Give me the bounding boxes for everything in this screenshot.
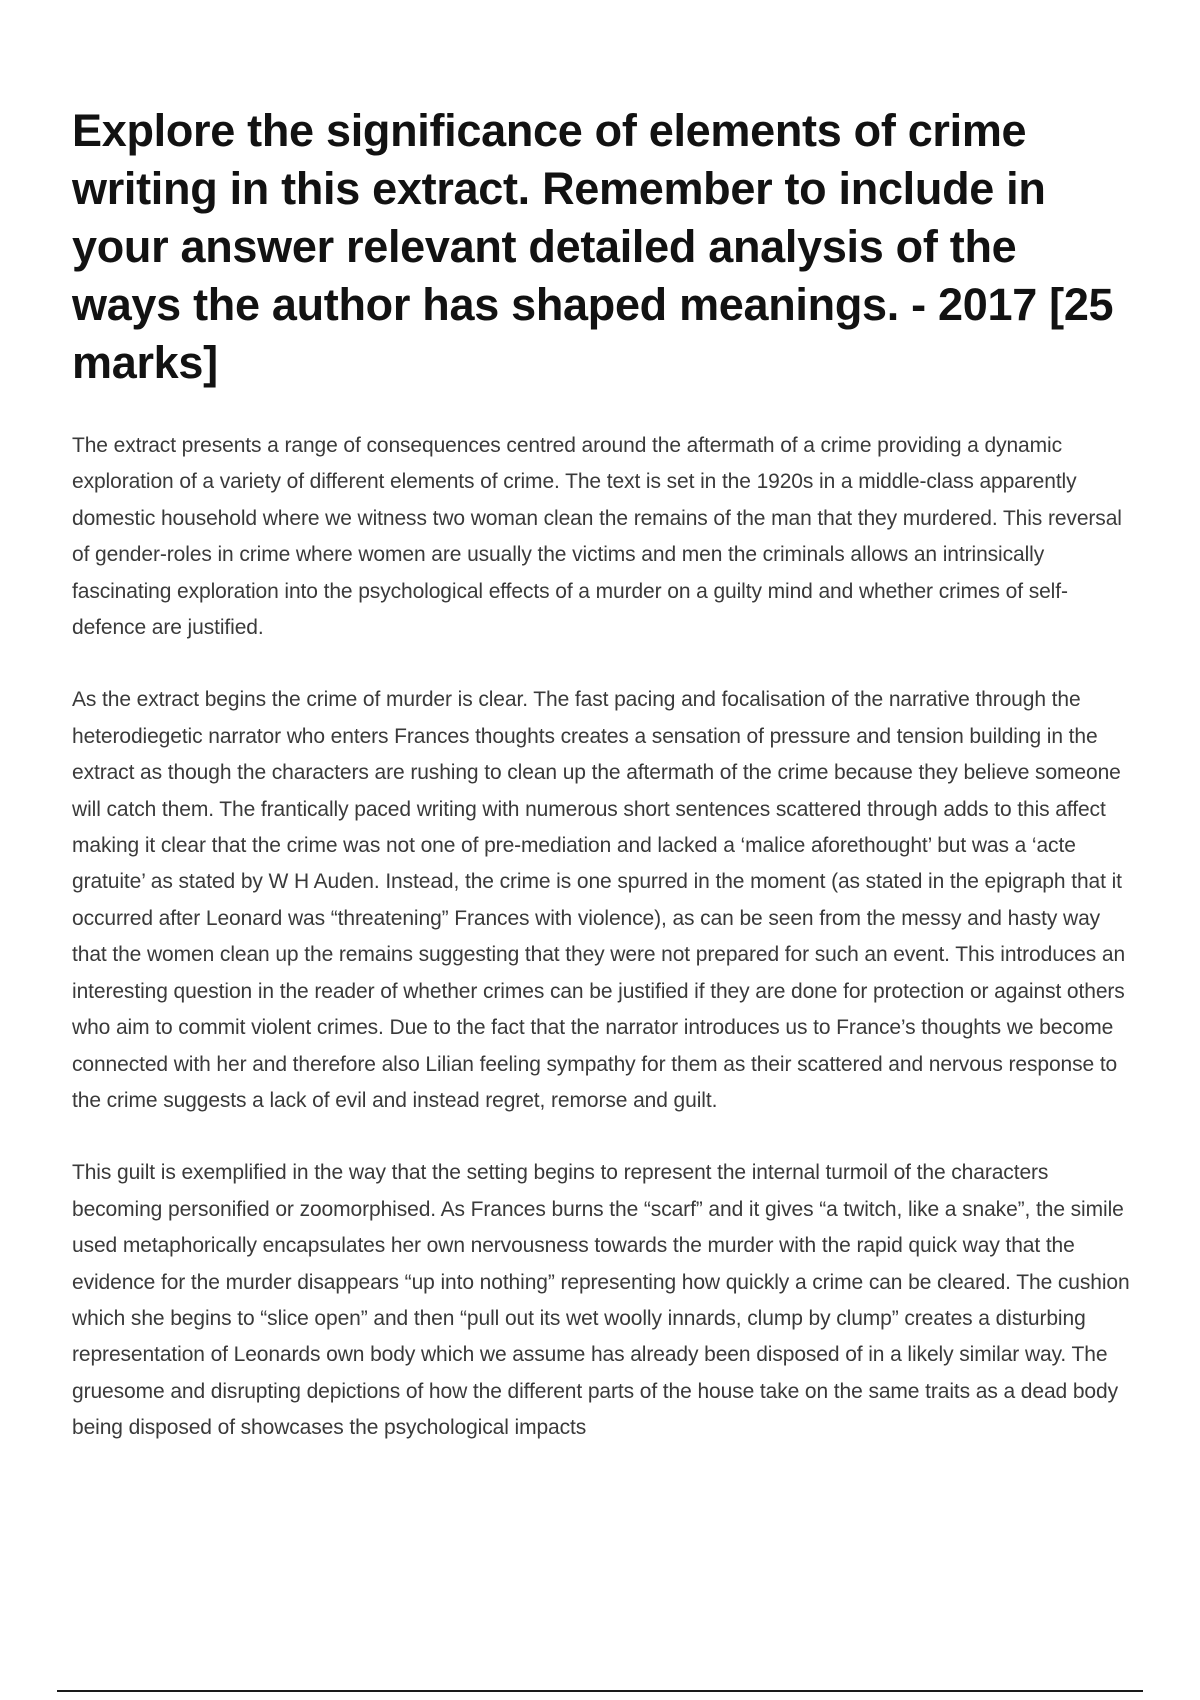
document-page [72, 102, 1134, 1483]
essay-question-title: Explore the significance of elements of crime writing in this extract. Remember to include in your answer relevant detailed analysis of the ways the author has shaped meanings. - 2017 [25 marks] [72, 105, 1114, 388]
paragraph-crime-analysis: As the extract begins the crime of murder is clear. The fast pacing and focalisation of the narrative through the heterodiegetic narrator who enters Frances thoughts creates a sensation of pressure and tension building in the extract as though the characters are rushing to clean up the aftermath of the crime because they believe someone will catch them. The frantically paced writing with numerous short sentences scattered through adds to this affect making it clear that the crime was not one of pre-mediation and lacked a ‘malice aforethought’ but was a ‘acte gratuite’ as stated by W H Auden. Instead, the crime is one spurred in the moment (as stated in the epigraph that it occurred after Leonard was “threatening” Frances with violence), as can be seen from the messy and hasty way that the women clean up the remains suggesting that they were not prepared for such an event. This introduces an interesting question in the reader of whether crimes can be justified if they are done for protection or against others who aim to commit violent crimes. Due to the fact that the narrator introduces us to France’s thoughts we become connected with her and therefore also Lilian feeling sympathy for them as their scattered and nervous response to the crime suggests a lack of evil and instead regret, remorse and guilt. [72, 688, 1126, 1112]
paragraph-intro: The extract presents a range of consequences centred around the aftermath of a crime providing a dynamic exploration of a variety of different elements of crime. The text is set in the 1920s in a middle-class apparently domestic household where we witness two woman clean the remains of the man that they murdered. This reversal of gender-roles in crime where women are usually the victims and men the criminals allows an intrinsically fascinating exploration into the psychological effects of a murder on a guilty mind and whether crimes of self-defence are justified. [72, 434, 1122, 640]
page-bottom-divider [57, 1690, 1143, 1692]
paragraph-guilt-setting: This guilt is exemplified in the way that the setting begins to represent the internal turmoil of the characters becoming personified or zoomorphised. As Frances burns the “scarf” and it gives “a twitch, like a snake”, the simile used metaphorically encapsulates her own nervousness towards the murder with the rapid quick way that the evidence for the murder disappears “up into nothing” representing how quickly a crime can be cleared. The cushion which she begins to “slice open” and then “pull out its wet woolly innards, clump by clump” creates a disturbing representation of Leonards own body which we assume has already been disposed of in a likely similar way. The gruesome and disrupting depictions of how the different parts of the house take on the same traits as a dead body being disposed of showcases the psychological impacts [72, 1161, 1130, 1440]
